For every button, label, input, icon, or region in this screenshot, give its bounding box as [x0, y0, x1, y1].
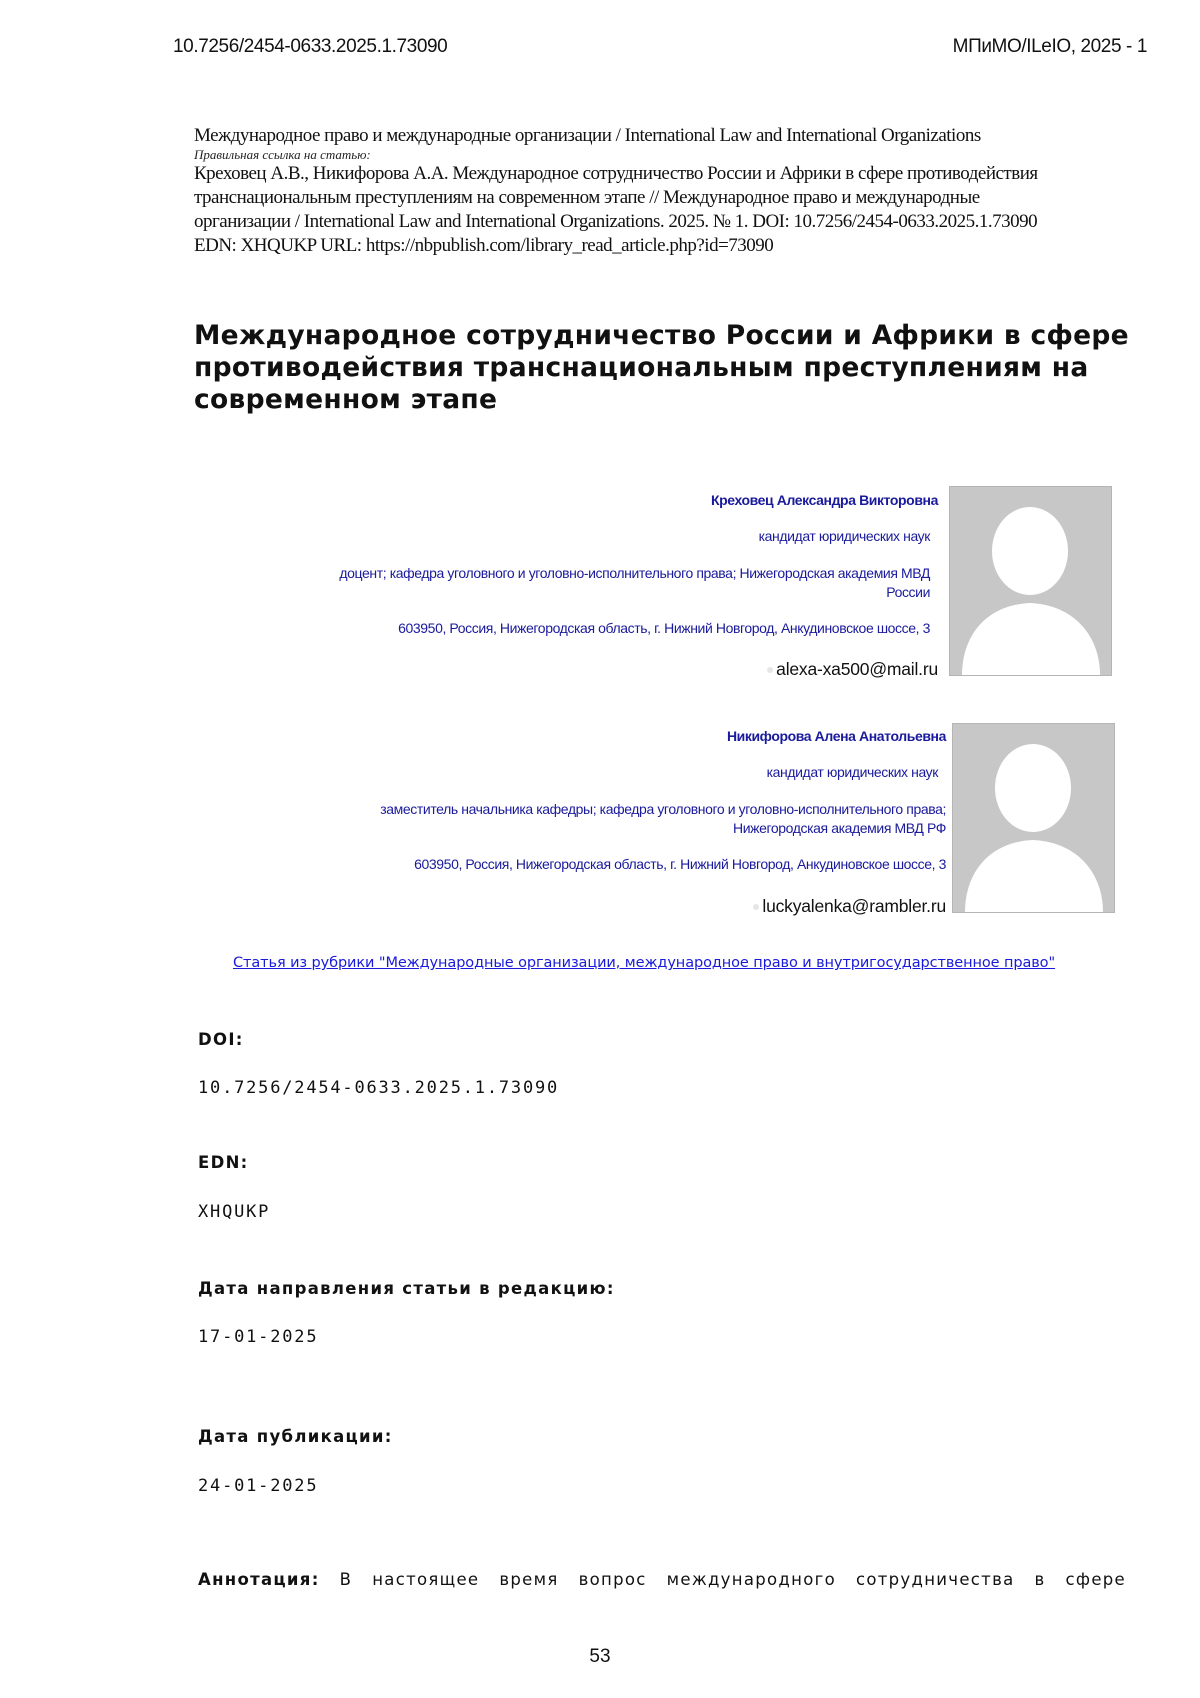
author-name: Никифорова Алена Анатольевна	[726, 728, 946, 744]
submitted-date-value: 17-01-2025	[198, 1327, 319, 1347]
article-title-line: Международное сотрудничество России и Африки в сфере	[194, 320, 1129, 351]
author-degree: кандидат юридических наук	[758, 528, 930, 544]
edn-label: EDN:	[198, 1153, 249, 1172]
submitted-date-label: Дата направления статьи в редакцию:	[198, 1279, 615, 1298]
author-name: Креховец Александра Викторовна	[710, 492, 938, 508]
author-email-row	[246, 896, 946, 917]
abstract-label: Аннотация:	[198, 1570, 320, 1589]
page-number: 53	[589, 1646, 611, 1667]
author-address: 603950, Россия, Нижегородская область, г. Нижний Новгород, Анкудиновское шоссе, 3	[398, 620, 930, 636]
email-bullet-icon	[753, 904, 759, 910]
abstract-text: В настоящее время вопрос международного сотрудничества в сфере	[339, 1570, 1126, 1589]
citation-line: транснациональным преступлениям на современном этапе // Международное право и международные	[194, 187, 980, 208]
journal-name: Международное право и международные организации / International Law and International Organizations	[194, 125, 981, 146]
author-position: доцент; кафедра уголовного и уголовно-исполнительного права; Нижегородская академия МВД России	[339, 565, 930, 600]
running-header-doi: 10.7256/2454-0633.2025.1.73090	[173, 36, 448, 57]
person-placeholder-icon	[953, 724, 1114, 912]
author-avatar	[952, 723, 1115, 913]
doi-value: 10.7256/2454-0633.2025.1.73090	[198, 1078, 560, 1098]
published-date-value: 24-01-2025	[198, 1476, 319, 1496]
running-header-journal-issue: МПиМО/ILeIO, 2025 - 1	[952, 36, 1147, 57]
article-title-line: современном этапе	[194, 384, 498, 415]
rubric-link[interactable]: Статья из рубрики "Международные организации, международное право и внутригосударственное право"	[233, 955, 1056, 971]
author-address: 603950, Россия, Нижегородская область, г. Нижний Новгород, Анкудиновское шоссе, 3	[414, 856, 946, 872]
author-position: заместитель начальника кафедры; кафедра уголовного и уголовно-исполнительного права; Нижегородская академия МВД РФ	[380, 801, 946, 836]
edn-value: XHQUKP	[198, 1202, 271, 1222]
citation-line: EDN: XHQUKP URL: https://nbpublish.com/library_read_article.php?id=73090	[194, 235, 774, 256]
article-title-line: противодействия транснациональным преступлениям на	[194, 352, 1089, 383]
citation-line: Креховец А.В., Никифорова А.А. Международное сотрудничество России и Африки в сфере противодействия	[194, 163, 1038, 184]
author-email[interactable]: luckyalenka@rambler.ru	[762, 896, 946, 916]
author-email[interactable]: alexa-xa500@mail.ru	[776, 659, 938, 679]
doi-label: DOI:	[198, 1030, 244, 1049]
person-placeholder-icon	[950, 487, 1111, 675]
citation-line: организации / International Law and International Organizations. 2025. № 1. DOI: 10.7256/2454-0633.2025.1.73090	[194, 211, 1038, 232]
author-avatar	[949, 486, 1112, 676]
citation-label: Правильная ссылка на статью:	[194, 147, 371, 162]
author-degree: кандидат юридических наук	[766, 764, 938, 780]
abstract	[198, 1570, 1126, 1589]
published-date-label: Дата публикации:	[198, 1427, 393, 1446]
